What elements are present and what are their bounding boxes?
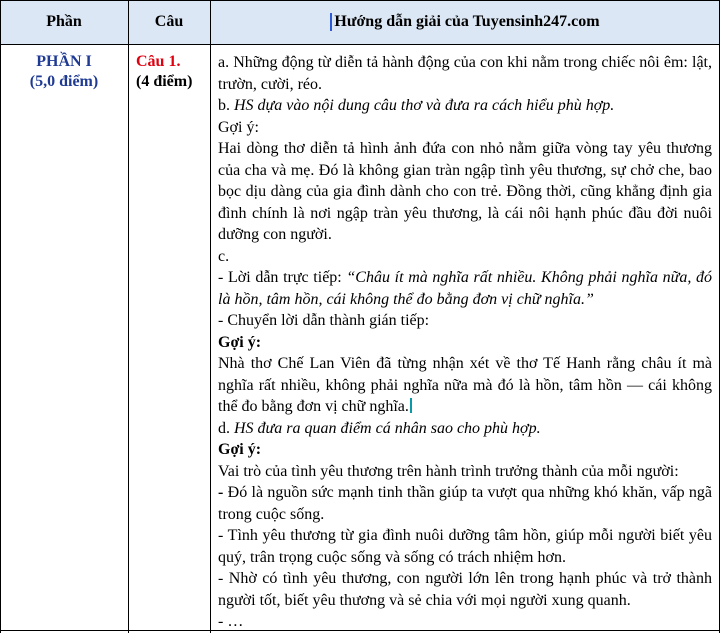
answer-b-instruction: HS dựa vào nội dung câu thơ và đưa ra cách hiểu phù hợp. xyxy=(234,97,615,114)
answer-d-point-1-text: Đó là nguồn sức mạnh tinh thần giúp ta vượt qua những khó khăn, vấp ngã trong cuộc sống. xyxy=(218,484,713,523)
text-cursor xyxy=(410,398,412,413)
answer-d-prefix: d. xyxy=(218,419,234,437)
text-cursor xyxy=(330,13,332,31)
header-guide xyxy=(210,0,720,44)
header-question: Câu xyxy=(154,13,184,30)
answer-d-point-1 xyxy=(218,482,712,525)
answer-b xyxy=(218,95,712,117)
part-points: (5,0 điểm) xyxy=(29,73,99,90)
answer-c-hint xyxy=(218,353,712,418)
top-border xyxy=(0,0,720,1)
header-divider xyxy=(0,44,720,45)
part-cell xyxy=(0,52,128,92)
header-part: Phần xyxy=(46,13,82,30)
part-name: PHẦN I xyxy=(36,53,92,70)
answer-a: a. Những động từ diễn tả hành động của con khi nằm trong chiếc nôi êm: lật, trườn, cười, réo. xyxy=(218,54,712,93)
answer-b-hint-label: Gợi ý: xyxy=(218,118,259,136)
answer-d-hint-label: Gợi ý: xyxy=(218,441,262,458)
question-points: (4 điểm) xyxy=(136,73,193,90)
answer-c-direct-quote: “Châu ít mà nghĩa rất nhiều. Không phải nghĩa nữa, đó là hồn, tâm hồn, cái không thể đo bằng đơn vị chữ nghĩa.” xyxy=(218,269,713,308)
question-label: Câu 1. xyxy=(136,53,181,70)
answer-d-point-3: - Nhờ có tình yêu thương, con người lớn lên trong hạnh phúc và trở thành người tốt, biết yêu thương và sẻ chia với mọi người xung quanh. xyxy=(218,570,712,609)
answer-c-direct-prefix: - Lời dẫn trực tiếp: xyxy=(218,269,347,286)
answer-b-hint: Hai dòng thơ diễn tả hình ảnh đứa con nhỏ nằm giữa vòng tay yêu thương của cha và mẹ. Đó là không gian tràn ngập tình yêu thương, sự chở che, bao bọc dịu dàng của gia đình dành cho con trẻ. Đồng thời, cũng khẳng định gia đình chính là nơi ngập tràn yêu thương, là cái nôi hạnh phúc đầu đời nuôi dưỡng con người. xyxy=(218,140,712,243)
answer-c-direct xyxy=(218,267,712,310)
question-cell xyxy=(136,52,210,92)
answer-d-point-2: - Tình yêu thương từ gia đình nuôi dưỡng tâm hồn, giúp mỗi người biết yêu quý, trân trọng cuộc sống và sống có trách nhiệm hơn. xyxy=(218,527,712,566)
header-guide-label: Hướng dẫn giải của Tuyensinh247.com xyxy=(334,13,600,30)
answer-c-hint-label: Gợi ý: xyxy=(218,333,262,351)
answer-d xyxy=(218,418,712,440)
column-divider xyxy=(210,0,211,633)
answer-d-intro: Vai trò của tình yêu thương trên hành trình trưởng thành của mỗi người: xyxy=(218,462,679,480)
answer-b-prefix: b. xyxy=(218,97,234,114)
answer-d-point-1-dash: - xyxy=(218,484,228,501)
answer-d-instruction: HS đưa ra quan điểm cá nhân sao cho phù hợp. xyxy=(234,419,541,437)
answer-c-convert: - Chuyển lời dẫn thành gián tiếp: xyxy=(218,312,430,329)
answer-d-more: - … xyxy=(218,613,244,630)
column-divider xyxy=(128,0,129,633)
answer-c-label: c. xyxy=(218,247,230,265)
left-border xyxy=(0,0,1,633)
answer-c-hint-text: Nhà thơ Chế Lan Viên đã từng nhận xét về thơ Tế Hanh rằng châu ít mà nghĩa rất nhiều, không phải nghĩa nữa mà đó là hồn, tâm hồn — cái không thể đo bằng đơn vị chữ nghĩa. xyxy=(218,355,712,415)
guide-content xyxy=(218,52,712,633)
